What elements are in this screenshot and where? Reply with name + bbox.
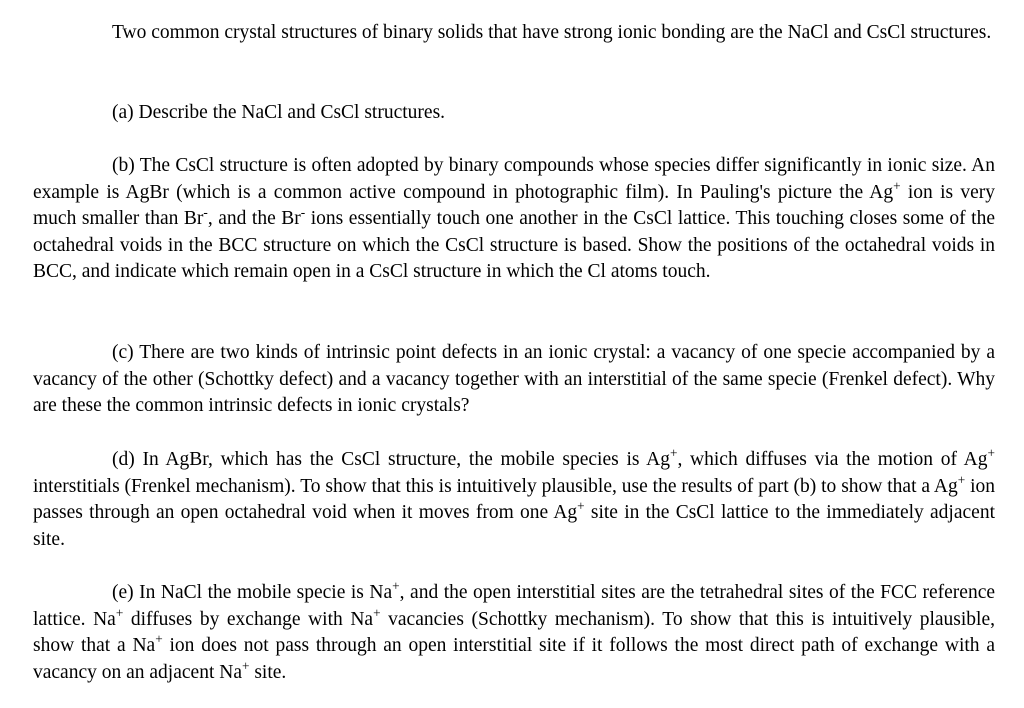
superscript: +: [115, 605, 124, 621]
part-c-text: (c) There are two kinds of intrinsic point defects in an ionic crystal: a vacancy of one specie accompanied by a vacancy of the other (Schottky defect) and a vacancy together with an interstitial of the same specie (Frenkel defect). Why are these the common intrinsic defects in ionic crystals?: [33, 342, 995, 416]
part-c-paragraph: [33, 340, 995, 420]
part-d-text: site in the CsCl lattice to the immediately adjacent site.: [33, 502, 995, 550]
part-e-text: , and the open interstitial sites are the tetrahedral sites of the FCC reference lattice. Na: [33, 582, 996, 630]
part-e-text: vacancies (Schottky mechanism). To show that this is intuitively plausible, show that a Na: [33, 608, 996, 656]
part-e-paragraph: [33, 580, 995, 686]
part-a-text: (a) Describe the NaCl and CsCl structures.: [112, 102, 446, 123]
part-d-text: ion passes through an open octahedral void when it moves from one Ag: [33, 475, 995, 523]
part-d-paragraph: [33, 447, 995, 553]
superscript: +: [577, 498, 585, 514]
intro-paragraph: [33, 20, 995, 47]
part-e-text: (e) In NaCl the mobile specie is Na: [112, 582, 393, 603]
superscript: +: [241, 658, 250, 674]
part-d-text: , which diffuses via the motion of Ag: [677, 449, 988, 470]
superscript: +: [373, 605, 381, 621]
part-a-paragraph: [33, 100, 995, 127]
superscript: -: [203, 204, 208, 220]
part-d-text: interstitials (Frenkel mechanism). To show that this is intuitively plausible, use the results of part (b) to show that a Ag: [33, 475, 958, 497]
part-b-text: ions essentially touch one another in the CsCl lattice. This touching closes some of the octahedral voids in the BCC structure on which the CsCl structure is based. Show the positions of the octahedral voids in BCC, and indicate which remain open in a CsCl structure in which the Cl atoms touch.: [33, 208, 995, 282]
superscript: +: [155, 631, 163, 647]
part-b-paragraph: [33, 153, 995, 286]
superscript: +: [893, 178, 901, 194]
part-e-text: ion does not pass through an open interstitial site if it follows the most direct path of exchange with a vacancy on an adjacent Na: [33, 635, 996, 683]
superscript: +: [669, 445, 678, 461]
superscript: +: [987, 445, 995, 461]
part-e-text: diffuses by exchange with Na: [123, 608, 374, 630]
intro-text: Two common crystal structures of binary solids that have strong ionic bonding are the NaCl and CsCl structures.: [112, 22, 992, 43]
part-b-text: (b) The CsCl structure is often adopted by binary compounds whose species differ significantly in ionic size. An example is AgBr (which is a common active compound in photographic film). In Pauling's picture the Ag: [33, 155, 995, 203]
part-b-text: ion is very much smaller than Br: [33, 181, 995, 229]
part-b-text: , and the Br: [207, 208, 301, 229]
part-d-text: (d) In AgBr, which has the CsCl structure, the mobile species is Ag: [112, 449, 670, 470]
part-e-text: site.: [249, 661, 287, 683]
superscript: -: [300, 204, 306, 220]
superscript: +: [392, 578, 400, 594]
superscript: +: [957, 472, 966, 488]
